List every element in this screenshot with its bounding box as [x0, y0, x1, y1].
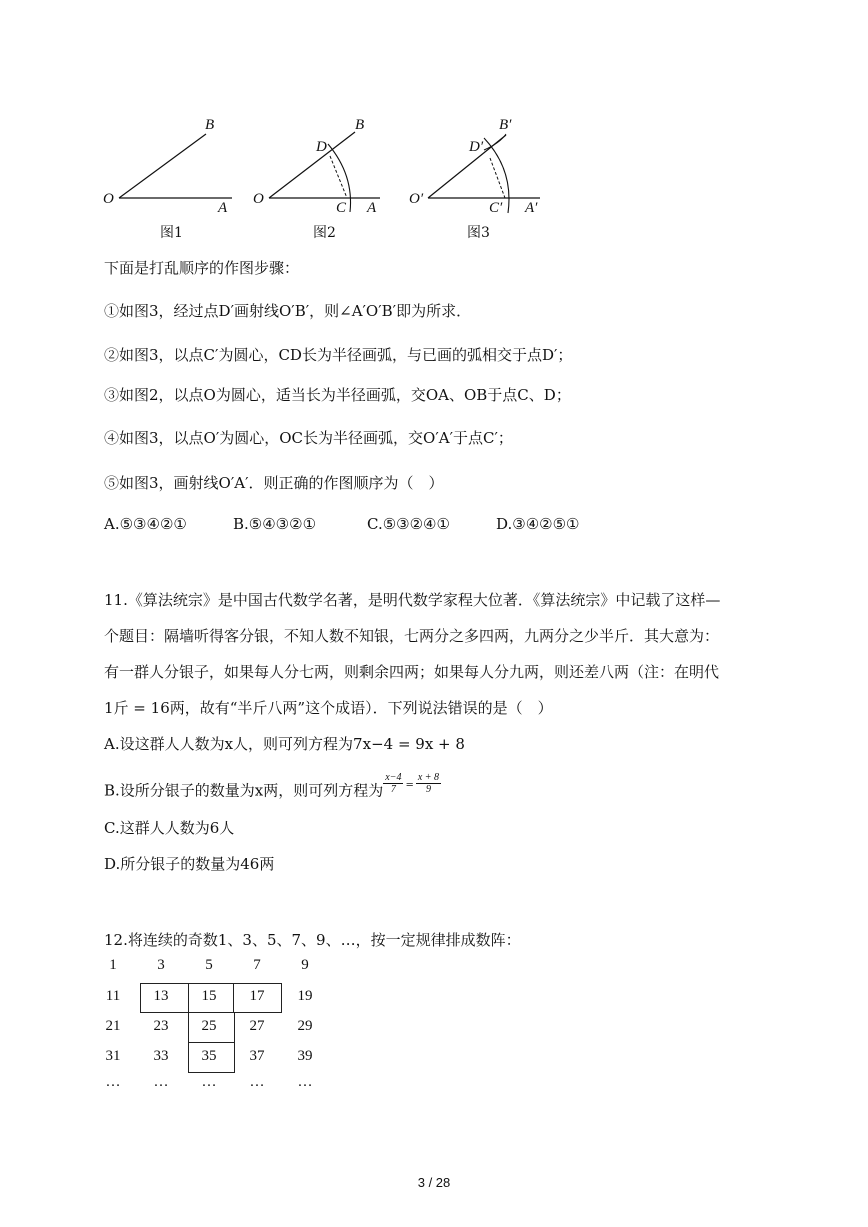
grid-cell: 5 [205, 957, 213, 973]
step-mark: ③ [104, 386, 120, 404]
grid-cell: … [153, 1074, 169, 1090]
page-number: 3 / 28 [417, 1175, 451, 1190]
grid-cell: … [297, 1074, 313, 1090]
step-mark: ② [104, 346, 120, 364]
grid-cell: … [201, 1074, 217, 1090]
fraction-left [383, 772, 403, 795]
q10-step-4 [104, 428, 513, 448]
grid-cell: 33 [153, 1048, 169, 1064]
fig3-label-o: O′ [409, 191, 424, 207]
grid-cell: 37 [249, 1048, 265, 1064]
geometry-figures [0, 0, 868, 260]
step-text: 如图2，以点O为圆心，适当长为半径画弧，交OA、OB于点C、D； [119, 386, 571, 404]
q10-step-1 [104, 301, 471, 321]
fig3-label-d: D′ [469, 139, 484, 155]
q10-step-2 [104, 345, 572, 365]
fig1-label-b: B [205, 117, 215, 133]
figure-1-caption: 图1 [160, 225, 183, 241]
step-mark: ① [104, 302, 120, 320]
fig3-label-a: A′ [525, 200, 538, 216]
fraction-denominator: 7 [390, 784, 396, 795]
q10-option-d: D.③④②⑤① [496, 515, 580, 533]
fig1-label-o: O [103, 191, 114, 207]
step-mark: ④ [104, 429, 120, 447]
figure-2-caption: 图2 [313, 225, 336, 241]
grid-cell: 23 [153, 1018, 169, 1034]
figure-3 [428, 134, 540, 213]
fig2-label-d: D [316, 139, 327, 155]
fraction-numerator: x + 8 [417, 772, 440, 783]
option-b-text: B.设所分银子的数量为x两，则可列方程为 [104, 781, 384, 800]
grid-cell: 35 [201, 1048, 217, 1064]
q11-line-2: 个题目：隔墙听得客分银，不知人数不知银，七两分之多四两，九两分之少半斤．其大意为： [104, 627, 720, 645]
fraction-right [416, 772, 441, 795]
grid-cell: 21 [105, 1018, 121, 1034]
fig1-label-a: A [218, 200, 228, 216]
q11-line-1: 11.《算法统宗》是中国古代数学名著，是明代数学家程大位著．《算法统宗》中记载了这样— [104, 591, 721, 609]
q10-intro: 下面是打乱顺序的作图步骤： [104, 259, 300, 277]
fig3-label-c: C′ [489, 200, 503, 216]
fig2-label-a: A [367, 200, 377, 216]
grid-cell: … [105, 1074, 121, 1090]
grid-cell: 7 [253, 957, 261, 973]
step-mark: ⑤ [104, 474, 120, 492]
q11-line-4: 1斤 = 16两，故有“半斤八两”这个成语）．下列说法错误的是（ ） [104, 699, 553, 717]
grid-cell: 13 [153, 988, 169, 1004]
grid-cell: 31 [105, 1048, 121, 1064]
step-text: 如图3，经过点D′画射线O′B′，则∠A′O′B′即为所求． [119, 302, 472, 320]
step-text: 如图3，以点O′为圆心，OC长为半径画弧，交O′A′于点C′； [119, 429, 513, 447]
grid-cell: 25 [201, 1018, 217, 1034]
figure-3-caption: 图3 [467, 225, 490, 241]
grid-cell: 15 [201, 988, 217, 1004]
grid-cell: 39 [297, 1048, 313, 1064]
q10-step-3 [104, 385, 571, 405]
q10-step-5 [104, 473, 444, 493]
q11-option-c: C.这群人人数为6人 [104, 819, 235, 837]
fig2-label-b: B [355, 117, 365, 133]
q12-title: 12.将连续的奇数1、3、5、7、9、…，按一定规律排成数阵： [104, 931, 521, 949]
step-text: 如图3，以点C′为圆心，CD长为半径画弧，与已画的弧相交于点D′； [119, 346, 573, 364]
grid-cell: 27 [249, 1018, 265, 1034]
step-text: 如图3，画射线O′A′．则正确的作图顺序为（ ） [119, 474, 444, 492]
fraction-equals: = [405, 779, 414, 791]
grid-cell: 19 [297, 988, 313, 1004]
grid-cell: … [249, 1074, 265, 1090]
fig2-label-o: O [253, 191, 264, 207]
grid-cell: 17 [249, 988, 265, 1004]
highlight-box-split [188, 1042, 235, 1043]
grid-cell: 1 [109, 957, 117, 973]
fig3-label-b: B′ [499, 117, 512, 133]
grid-cell: 29 [297, 1018, 313, 1034]
figure-1 [119, 134, 232, 198]
number-grid [90, 957, 340, 1097]
fraction-numerator: x−4 [385, 772, 402, 783]
grid-cell: 11 [105, 988, 121, 1004]
q10-option-b: B.⑤④③②① [233, 515, 317, 533]
q11-option-b [104, 772, 441, 804]
q10-option-a: A.⑤③④②① [104, 515, 187, 533]
q11-option-a: A.设这群人人数为x人，则可列方程为7x−4 = 9x + 8 [104, 735, 465, 753]
grid-cell: 3 [157, 957, 165, 973]
q11-line-3: 有一群人分银子，如果每人分七两，则剩余四两；如果每人分九两，则还差八两（注：在明代 [104, 663, 720, 681]
q10-option-c: C.⑤③②④① [367, 515, 450, 533]
grid-cell: 9 [301, 957, 309, 973]
fraction-denominator: 9 [425, 784, 431, 795]
fig2-label-c: C [336, 200, 347, 216]
q11-option-d: D.所分银子的数量为46两 [104, 855, 275, 873]
